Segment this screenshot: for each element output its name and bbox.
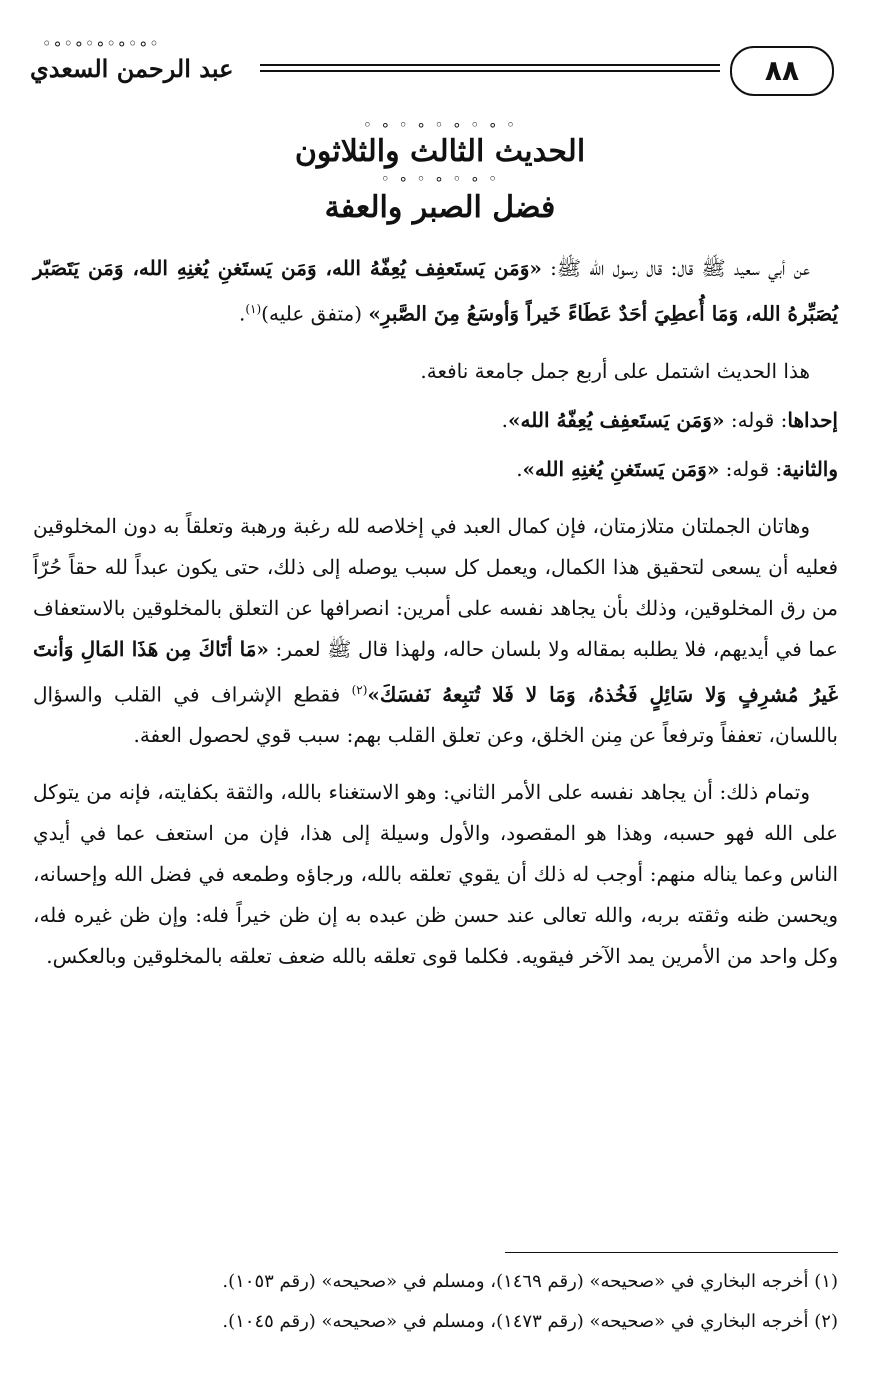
- paragraph-text: .: [516, 456, 523, 481]
- paragraph-lead: والثانية: [782, 456, 838, 481]
- paragraph-explanation: [33, 506, 838, 757]
- footnotes: [33, 1262, 838, 1342]
- paragraph-text: وهاتان الجملتان متلازمتان، فإن كمال العبد في إخلاصه لله رغبة ورهبة وتعلقاً به دون المخلوقين فعليه أن يسعى لتحقيق هذا الكمال، ويعمل كل سبب يوصله إلى ذلك، حتى يكون عبداً لله حقاً حُرّاً من رق المخلوقين، وذلك بأن يجاهد نفسه على أمرين: انصرافها عن التعلق بالمخلوقين بالاستعفاف عما في أيديهم، فلا يطلبه بمقاله ولا بلسان حاله، ولهذا قال ﷺ لعمر:: [33, 513, 839, 661]
- paragraph-text: عن أبي سعيد ﷺ قال: قال رسول الله ﷺ:: [541, 256, 811, 280]
- paragraph-text: .: [238, 301, 246, 326]
- paragraph-first: [33, 400, 838, 441]
- author-name: عبد الرحمن السعدي: [30, 54, 234, 83]
- paragraph-lead: إحداها: [787, 407, 838, 432]
- hadith-quote: «وَمَن يَستَغنِ يُغنِهِ الله»: [522, 456, 720, 481]
- ornament-icon: ◦ ∘ ◦ ∘ ◦ ∘ ◦ ∘ ◦: [363, 116, 517, 134]
- footnote-1: (١) أخرجه البخاري في «صحيحه» (رقم ١٤٦٩)، ومسلم في «صحيحه» (رقم ١٠٥٣).: [222, 1271, 838, 1292]
- page-header: [30, 34, 845, 110]
- body-text: [33, 248, 838, 977]
- paragraph-text: .: [501, 407, 509, 432]
- ornament-icon: ◦∘◦∘◦∘◦∘◦∘◦: [42, 34, 160, 53]
- paragraph-intro: هذا الحديث اشتمل على أربع جمل جامعة نافعة.: [420, 358, 810, 383]
- page-number: ٨٨: [730, 46, 834, 96]
- hadith-quote: «وَمَن يَستَعفِف يُعِفّهُ الله»: [508, 407, 725, 432]
- paragraph-text: : قوله:: [724, 407, 788, 432]
- paragraph-text: فقطع الإشراف في القلب والسؤال باللسان، تعففاً وترفعاً عن مِنن الخلق، وعن تعلق القلب بهم: سبب قوي لحصول العفة.: [33, 682, 838, 748]
- paragraph-text: : قوله:: [719, 456, 783, 481]
- ornament-icon: ◦ ∘ ◦ ∘ ◦ ∘ ◦: [380, 170, 500, 188]
- footnote-ref[interactable]: (١): [245, 302, 262, 316]
- paragraph-second: [33, 449, 838, 490]
- footnote-ref[interactable]: (٢): [351, 682, 368, 697]
- hadith-quote: «وَمَن يَستَعفِف يُعِفّهُ الله، وَمَن يَستَغنِ يُغنِهِ الله، وَمَن يَتَصَبّر يُصَبِّرهُ الله، وَمَا أُعطِيَ أحَدٌ عَطَاءً خَيراً وَأوسَعُ مِنَ الصَّبرِ»: [33, 256, 838, 326]
- header-rule: [260, 64, 720, 78]
- footnote-2: (٢) أخرجه البخاري في «صحيحه» (رقم ١٤٧٣)، ومسلم في «صحيحه» (رقم ١٠٤٥).: [222, 1311, 838, 1332]
- paragraph-hadith: [33, 248, 838, 335]
- chapter-title: الحديث الثالث والثلاثون: [294, 134, 586, 169]
- chapter-title-block: [180, 118, 700, 230]
- footnote-divider: [505, 1252, 838, 1253]
- paragraph-text: (متفق عليه): [261, 301, 369, 326]
- paragraph-completion: وتمام ذلك: أن يجاهد نفسه على الأمر الثاني: وهو الاستغناء بالله، والثقة بكفايته، فإنه من يتوكل على الله فهو حسبه، وهذا هو المقصود، والأول وسيلة إلى هذا، فإن من استعف عما في أيدي الناس وعما يناله منهم: أوجب له ذلك أن يقوي تعلقه بالله، ورجاؤه وطمعه في فضل الله وإحسانه، ويحسن ظنه وثقته بربه، والله تعالى عند حسن ظن عبده به إن ظن خيراً فله: وإن ظن غيره فله، وكل واحد من الأمرين يمد الآخر فيقويه. فكلما قوى تعلقه بالله ضعف تعلقه بالمخلوقين وبالعكس.: [33, 780, 838, 969]
- hadith-quote: «مَا أتَاكَ مِن هَذَا المَالِ وَأنتَ غَيرُ مُشرِفٍ وَلا سَائِلٍ فَخُذهُ، وَمَا لا فَلا تُتبِعهُ نَفسَكَ»: [33, 636, 838, 707]
- chapter-subtitle: فضل الصبر والعفة: [324, 190, 556, 225]
